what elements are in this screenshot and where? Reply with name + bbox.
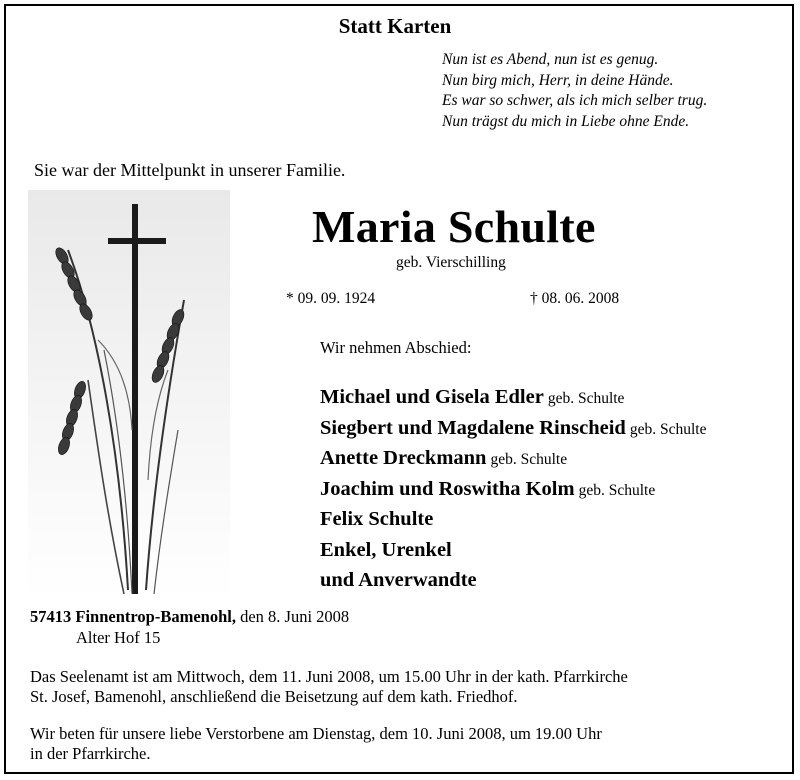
mourner-name: Joachim und Roswitha Kolm [320,477,575,500]
requiem-line: St. Josef, Bamenohl, anschließend die Beisetzung auf dem kath. Friedhof. [30,686,518,706]
death-date: † 08. 06. 2008 [530,290,620,307]
mourner-entry [320,413,706,444]
header-title: Statt Karten [338,14,452,38]
intro-text: Sie war der Mittelpunkt in unserer Familie. [34,160,346,180]
poem-line: Nun ist es Abend, nun ist es genug. [442,51,659,68]
mourner-name: Felix Schulte [320,508,434,530]
prayer-line: in der Pfarrkirche. [30,743,151,763]
notice-date: den 8. Juni 2008 [240,607,350,626]
poem-line: Nun birg mich, Herr, in deine Hände. [442,71,674,89]
mourner-name: Anette Dreckmann [320,447,487,469]
mourner-name: und Anverwandte [320,569,477,591]
mourner-name: Siegbert und Magdalene Rinscheid [320,416,626,439]
location-line [30,607,349,627]
mourner-name: Michael und Gisela Edler [320,386,544,408]
prayer-notice [30,724,602,763]
poem-line: Nun trägst du mich in Liebe ohne Ende. [442,112,690,130]
requiem-notice [30,667,628,706]
mourner-entry [320,474,706,505]
mourner-entry [320,443,706,474]
mourner-name: Enkel, Urenkel [320,538,452,561]
requiem-line: Das Seelenamt ist am Mittwoch, dem 11. Juni 2008, um 15.00 Uhr in der kath. Pfarrkirche [30,667,628,686]
mourner-maiden: geb. Schulte [490,451,568,468]
poem-line: Es war so schwer, als ich mich selber trug. [442,92,708,109]
mourner-maiden: geb. Schulte [629,420,707,438]
mourner-maiden: geb. Schulte [547,390,625,407]
prayer-line: Wir beten für unsere liebe Verstorbene am Dienstag, dem 10. Juni 2008, um 19.00 Uhr [30,724,602,743]
deceased-maiden-name: geb. Vierschilling [396,254,506,271]
deceased-name: Maria Schulte [312,201,596,252]
street-address: Alter Hof 15 [76,628,161,647]
cross-and-wheat-icon [28,190,230,598]
mourner-entry [320,382,706,413]
mourner-entry [320,504,706,535]
mourner-entry [320,535,706,566]
birth-date: * 09. 09. 1924 [286,290,376,307]
mourner-maiden: geb. Schulte [578,481,656,499]
poem [442,50,707,132]
mourners-list [320,382,706,596]
mourner-entry [320,565,706,596]
farewell-text: Wir nehmen Abschied: [320,338,472,357]
place-name: 57413 Finnentrop-Bamenohl, [30,607,236,626]
